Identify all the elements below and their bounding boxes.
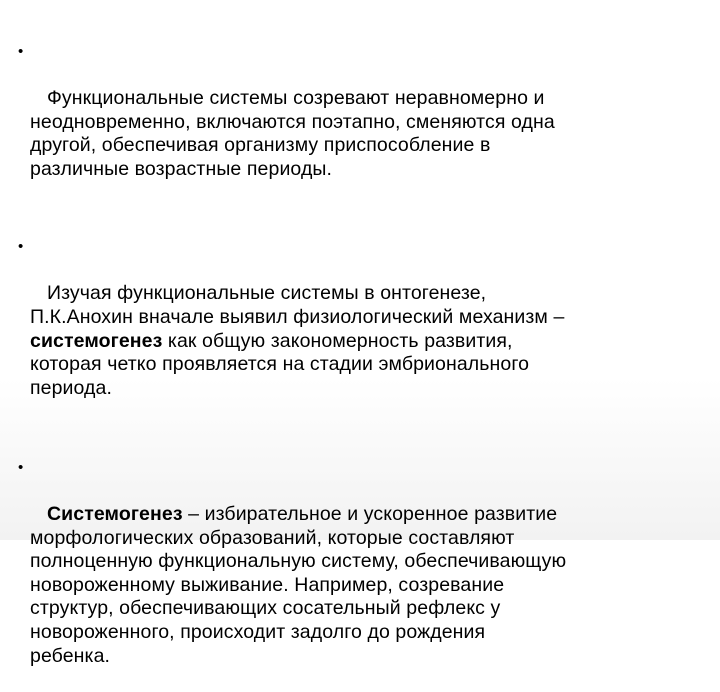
bullet-3-text: – избирательное и ускоренное развитие морфологических образований, которые составляют полноценную функциональную систему, обеспечивающую новороженному выживание. Например, созревание структур, обеспечивающих сосательный рефлекс у новороженного, происходит задолго до рождения ребенка. (30, 503, 567, 667)
term-systemogenesis-definition: Системогенез (47, 503, 183, 526)
bullet-item-2 (18, 235, 698, 424)
bullet-1-text: Функциональные системы созревают неравномерно и неодновременно, включаются поэтапно, сменяются одна другой, обеспечивая организму приспособление в различные возрастные периоды. (30, 87, 555, 180)
bullet-2-text-start: Изучая функциональные системы в онтогенезе, П.К.Анохин вначале выявил физиологический механизм – (30, 282, 565, 328)
bullet-text (30, 503, 698, 668)
term-systemogenesis: системогенез (30, 329, 163, 352)
bullet-text (30, 87, 698, 181)
bullet-2-text-end: как общую закономерность развития, которая четко проявляется на стадии эмбрионального периода. (30, 329, 530, 399)
bullet-item-1 (18, 40, 698, 205)
bullet-icon: • (18, 238, 24, 256)
bullet-icon: • (18, 43, 24, 60)
bullet-icon: • (18, 458, 24, 476)
bullet-text (30, 282, 698, 400)
bullet-list (18, 40, 698, 692)
bullet-item-3 (18, 456, 698, 692)
